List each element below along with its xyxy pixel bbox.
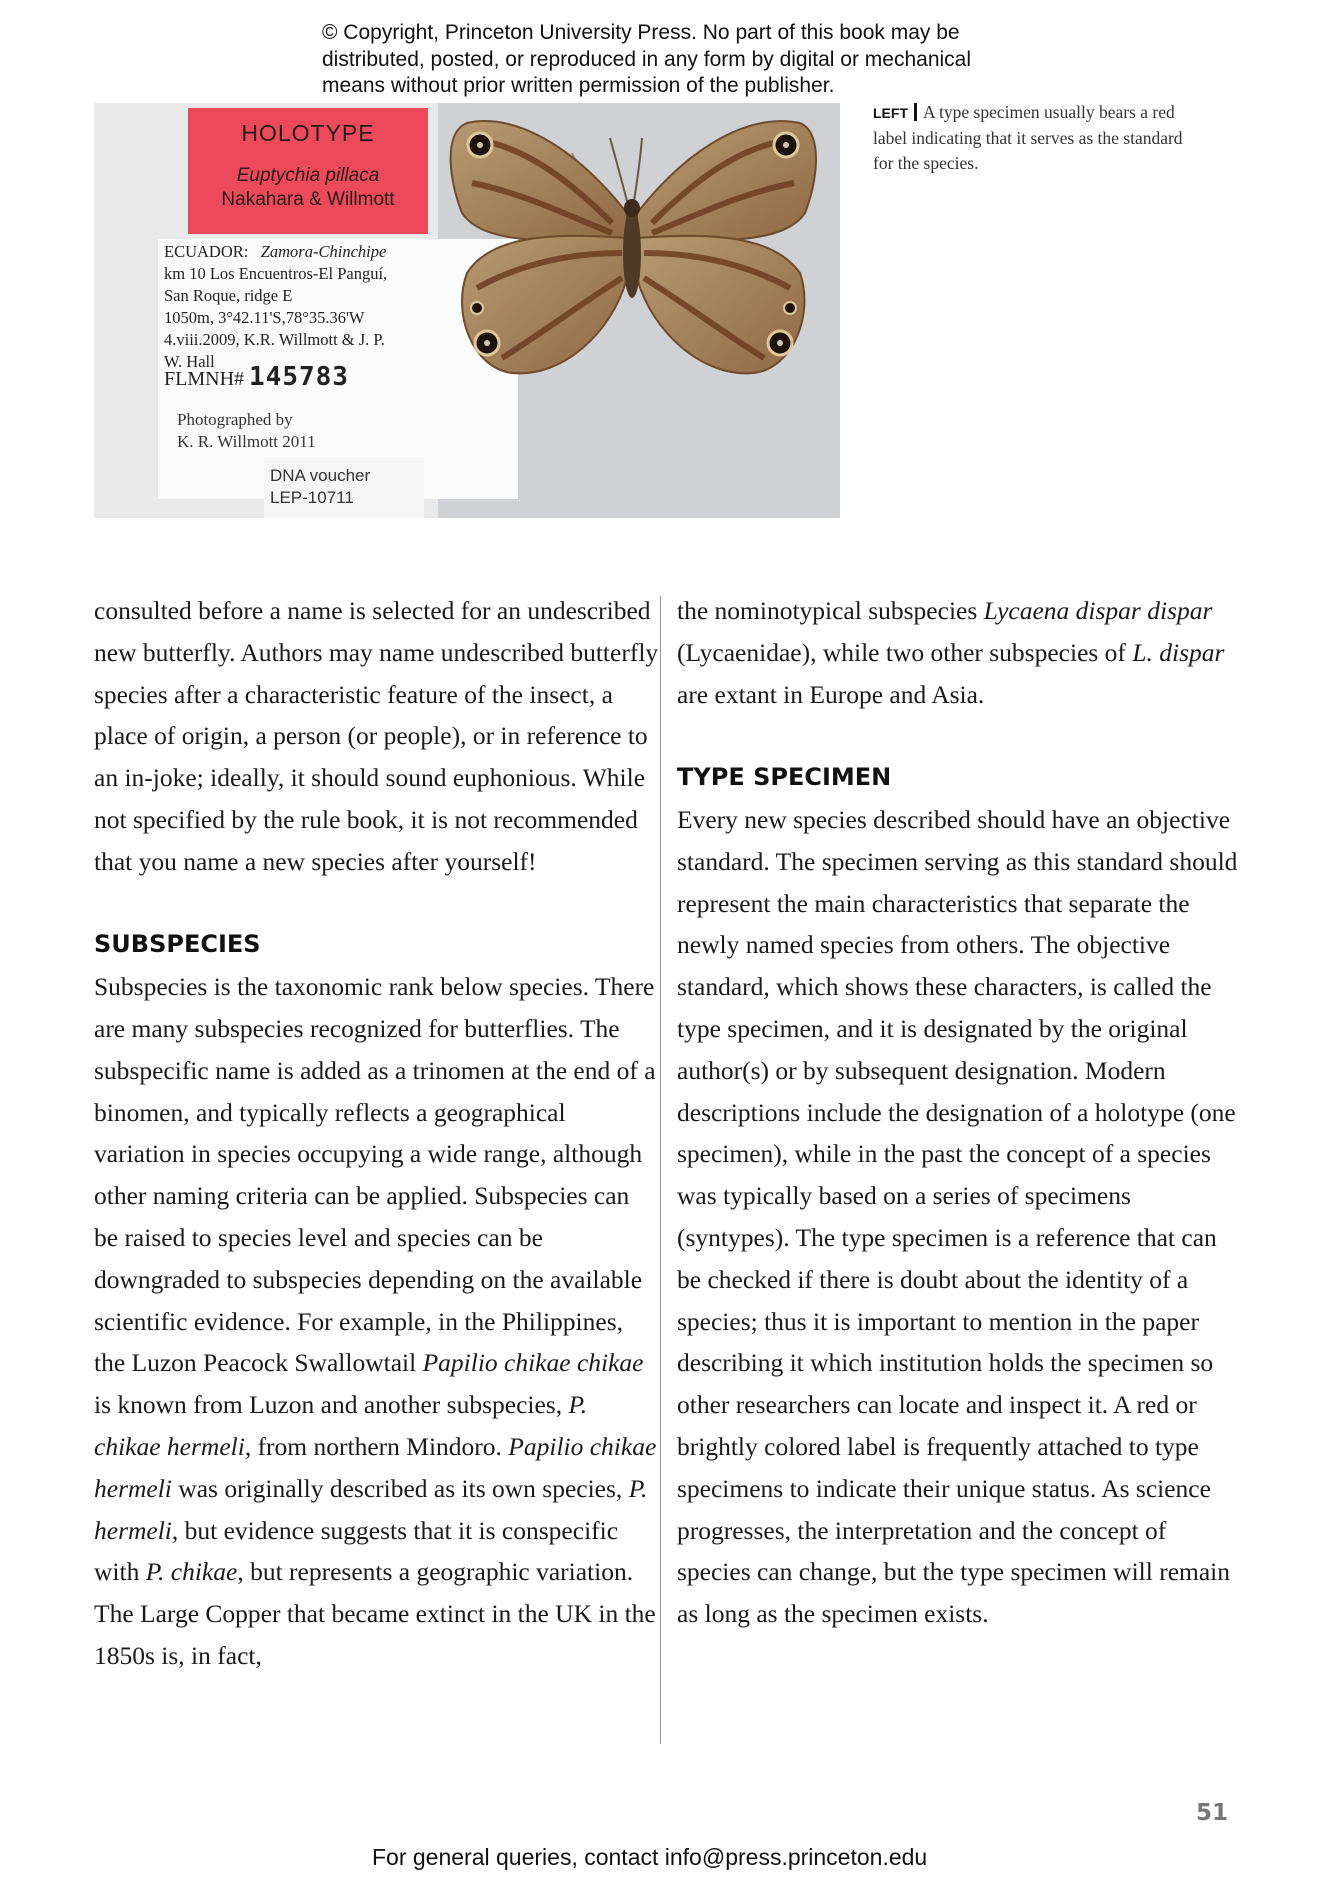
heading-type-specimen: TYPE SPECIMEN [677,763,892,792]
column-right [677,590,1242,1635]
species-name: P. chikae hermeli [94,1390,588,1461]
locality-line-4: 1050m, 3°42.11'S,78°35.36'W [164,308,365,327]
text-run: Subspecies is the taxonomic rank below species. There are many subspecies recognized for butterflies. The subspecific name is added as a trinomen at the end of a binomen, and typically reflects a geographical variation in species occupying a wide range, although other naming criteria can be applied. Subspecies can be raised to species level and species can be downgraded to subspecies depending on the available scientific evidence. For example, in the Philippines, the Luzon Peacock Swallowtail [94,972,656,1378]
page-number: 51 [1196,1800,1229,1826]
dna-line-1: DNA voucher [270,466,371,485]
photographer-line-2: K. R. Willmott 2011 [177,432,316,451]
catalog-number-line [164,362,349,392]
holotype-authors: Nakahara & Willmott [221,189,395,210]
locality-line-6: W. Hall [164,352,215,371]
text-run: , but evidence suggests that it is conspecific with [94,1515,619,1587]
locality-line-2: km 10 Los Encuentros-El Panguí, [164,264,388,283]
species-name: P. hermeli [94,1473,648,1545]
holotype-label [188,108,428,234]
photographer-line-1: Photographed by [177,410,293,429]
species-name: L. dispar [1132,637,1225,667]
figure-caption [873,100,1193,176]
paragraph-names: consulted before a name is selected for an undescribed new butterfly. Authors may name undescribed butterfly species after a characteristic feature of the insect, a place of origin, a person (or people), or in reference to an in-joke; ideally, it should sound euphonious. While not specified by the rule book, it is not recommended that you name a new species after yourself! [94,596,659,876]
text-run: (Lycaenidae), while two other subspecies of [677,637,1133,667]
column-divider [660,596,661,1744]
species-name: Papilio chikae chikae [422,1348,644,1378]
heading-subspecies: SUBSPECIES [94,930,261,959]
text-run: is known from Luzon and another subspecies, [94,1390,569,1420]
footer-contact: For general queries, contact info@press.princeton.edu [372,1844,928,1870]
photographer-label [174,403,430,453]
caption-divider [914,103,917,121]
dna-voucher-label [264,457,424,518]
column-left [94,590,659,1677]
paragraph-subspecies [94,966,659,1677]
locality-line-3: San Roque, ridge E [164,286,293,305]
species-name: Papilio chikae hermeli [94,1431,657,1503]
copyright-line-2: distributed, posted, or reproduced in any form by digital or mechanical [322,47,972,71]
locality-province: Zamora-Chinchipe [260,242,387,261]
catalog-prefix: FLMNH# [164,368,245,390]
butterfly-specimen [422,103,840,423]
holotype-species: Euptychia pillaca [236,165,380,186]
catalog-number: 145783 [249,362,349,392]
holotype-title: HOLOTYPE [241,120,375,146]
specimen-photo [94,103,840,518]
paragraph-type-specimen: Every new species described should have an objective standard. The specimen serving as this standard should represent the main characteristics that separate the newly named species from others. The objective standard, which shows these characters, is called the type specimen, and it is designated by the original author(s) or by subsequent designation. Modern descriptions include the designation of a holotype (one specimen), while in the past the concept of a species was typically based on a series of specimens (syntypes). The type specimen is a reference that can be checked if there is doubt about the identity of a species; thus it is important to mention in the paper describing it which institution holds the specimen so other researchers can locate and inspect it. A red or brightly colored label is frequently attached to type specimens to indicate their unique status. As science progresses, the interpretation and the concept of species can change, but the type specimen will remain as long as the specimen exists. [677,804,1238,1629]
text-run: , but represents a geographic variation. The Large Copper that became extinct in the UK in the 1850s is, in fact, [94,1557,656,1670]
species-name: Lycaena dispar dispar [983,596,1213,625]
copyright-line-3: means without prior written permission of the publisher. [322,74,835,97]
text-run: was originally described as its own species, [171,1473,629,1503]
paragraph-nominotypical [677,590,1242,715]
text-run: are extant in Europe and Asia. [677,679,985,709]
locality-line-5: 4.viii.2009, K.R. Willmott & J. P. [164,330,385,349]
caption-label: LEFT [873,105,908,121]
caption-text: A type specimen usually bears a red label indicating that it serves as the standard for the species. [873,102,1183,173]
locality-country: ECUADOR: [164,242,249,261]
dna-line-2: LEP-10711 [270,488,354,507]
copyright-line-1: © Copyright, Princeton University Press. No part of this book may be [322,21,960,44]
species-name: P. chikae [145,1557,238,1587]
copyright-notice [322,20,1042,100]
text-run: , from northern Mindoro. [244,1431,509,1461]
text-run: the nominotypical subspecies [677,596,984,625]
